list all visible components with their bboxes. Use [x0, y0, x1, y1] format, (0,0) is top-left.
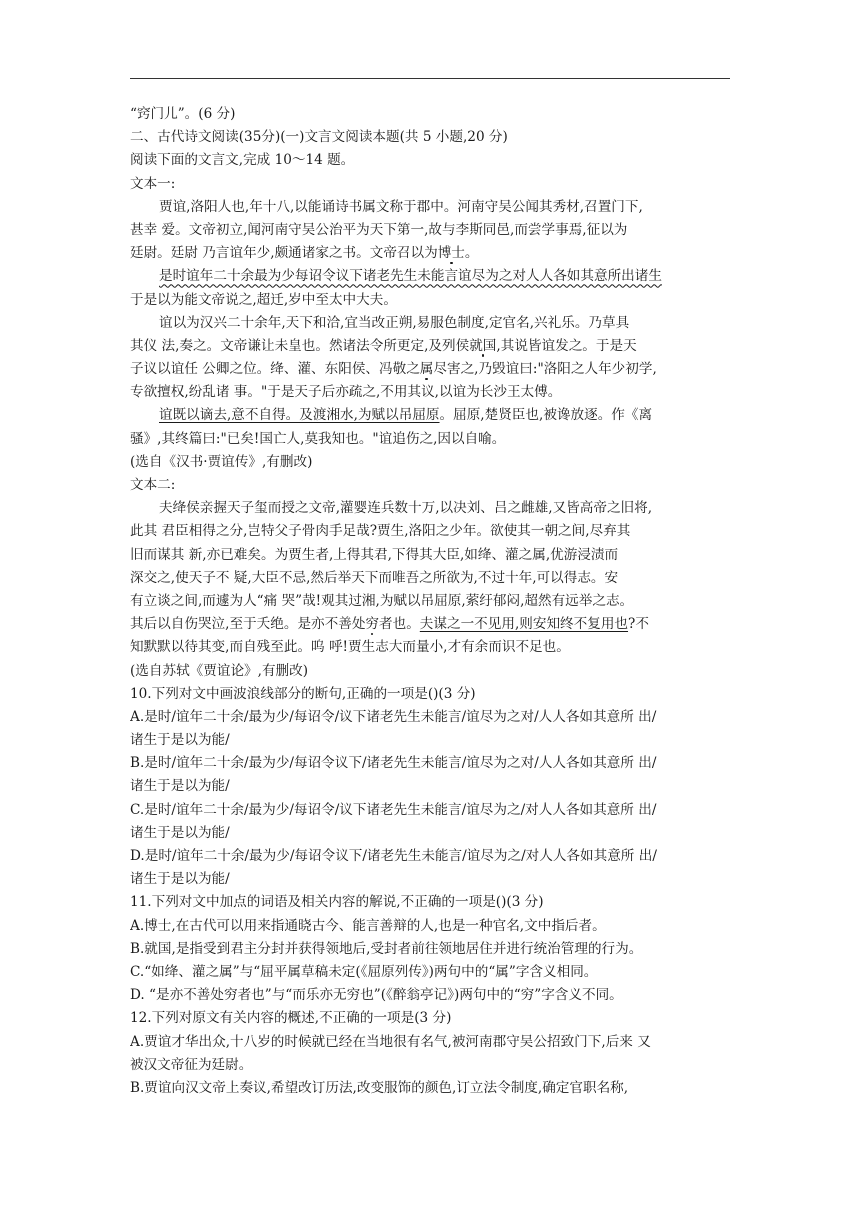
dotted-term-shu: 属 [419, 361, 434, 378]
passage-line: 于是以为能文帝说之,超迁,岁中至太中大夫。 [130, 291, 397, 308]
option-line: A.是时/谊年二十余/最为少/每诏令/议下诸老先生未能言/谊尽为之对/人人各如其意所 出/ [130, 708, 657, 725]
text-line: “窍门儿”。(6 分) [130, 106, 236, 122]
option-line: 诸生于是以为能/ [130, 871, 230, 888]
option-line: A.博士,在古代可以用来指通晓古今、能言善辩的人,也是一种官名,文中指后者。 [130, 917, 606, 934]
option-line: D. “是亦不善处穷者也”与“而乐亦无穷也”(《醉翁亭记》)两句中的“穷”字含义不同。 [130, 987, 623, 1004]
text-two-label: 文本二: [130, 477, 176, 493]
question-10: 10.下列对文中画波浪线部分的断句,正确的一项是()(3 分) [130, 685, 476, 702]
option-line: B.贾谊向汉文帝上奏议,希望改订历法,改变服饰的颜色,订立法令制度,确定官职名称, [130, 1079, 629, 1096]
wavy-underlined-line: 是时谊年二十余最为少每诏令议下诸老先生未能言谊尽为之对人人各如其意所出诸生 [159, 268, 662, 285]
underlined-sentence: 夫谋之一不见用,则安知终不复用也 [419, 616, 629, 633]
passage-line: 知默默以待其变,而自残至此。呜 呼!贾生志大而量小,才有余而识不足也。 [130, 639, 570, 656]
section-heading: 二、古代诗文阅读(35分)(一)文言文阅读本题(共 5 小题,20 分) [130, 129, 508, 146]
option-line: B.是时/谊年二十余/最为少/每诏令议下/诸老先生未能言/谊尽为之对/人人各如其意所 出/ [130, 755, 657, 772]
passage-line: 谊以为汉兴二十余年,天下和洽,宜当改正朔,易服色制度,定官名,兴礼乐。乃草具 [159, 314, 630, 331]
option-line: A.贾谊才华出众,十八岁的时候就已经在当地很有名气,被河南郡守吴公招致门下,后来 又 [130, 1033, 651, 1050]
passage-line: 其后以自伤哭泣,至于夭绝。是亦不善处穷者也。夫谋之一不见用,则安知终不复用也?不 [130, 616, 649, 633]
document-body [130, 103, 730, 1100]
underlined-sentence: 谊既以谪去,意不自得。及渡湘水,为赋以吊屈原 [159, 407, 440, 424]
passage-line: 专欲擅权,纷乱诸 事。"于是天子后亦疏之,不用其议,以谊为长沙王太傅。 [130, 384, 562, 401]
dotted-term-qiong: 穷 [365, 616, 380, 633]
question-11: 11.下列对文中加点的词语及相关内容的解说,不正确的一项是()(3 分) [130, 894, 544, 911]
option-line: 诸生于是以为能/ [130, 778, 230, 795]
source-note: (选自苏轼《贾谊论》,有删改) [130, 662, 309, 679]
passage-line: 深交之,使天子不 疑,大臣不忌,然后举天下而唯吾之所欲为,不过十年,可以得志。安 [130, 569, 619, 586]
option-line: C.是时/谊年二十余/最为少/每诏令/议下诸老先生未能言/谊尽为之/对人人各如其意所 出/ [130, 801, 657, 818]
passage-line: 谊既以谪去,意不自得。及渡湘水,为赋以吊屈原。屈原,楚贤臣也,被谗放逐。作《离 [159, 407, 653, 424]
header-rule [130, 78, 730, 79]
option-line: 诸生于是以为能/ [130, 732, 230, 749]
passage-line: 其仪 法,奏之。文帝谦让未皇也。然诸法令所更定,及列侯就国,其说皆谊发之。于是天 [130, 337, 637, 354]
option-line: B.就国,是指受到君主分封并获得领地后,受封者前往领地居住并进行统治管理的行为。 [130, 940, 643, 957]
passage-line: 此其 君臣相得之分,岂特父子骨肉手足哉?贾生,洛阳之少年。欲使其一朝之间,尽弃其 [130, 523, 631, 540]
passage-line: 甚幸 爱。文帝初立,闻河南守吴公治平为天下第一,故与李斯同邑,而尝学事焉,征以为 [130, 221, 628, 238]
passage-line: 夫绛侯亲握天子玺而授之文帝,灌婴连兵数十万,以决刘、吕之雌雄,又皆高帝之旧将, [159, 500, 653, 517]
passage-line: 贾谊,洛阳人也,年十八,以能诵诗书属文称于郡中。河南守吴公闻其秀材,召置门下, [159, 198, 643, 215]
passage-line: 廷尉。廷尉 乃言谊年少,颇通诸家之书。文帝召以为博士。 [130, 245, 479, 262]
instruction: 阅读下面的文言文,完成 10～14 题。 [130, 152, 355, 169]
text-one-label: 文本一: [130, 175, 176, 192]
passage-line: 有立谈之间,而遽为人“痛 哭”哉!观其过湘,为赋以吊屈原,萦纡郁闷,超然有远举之志。 [130, 592, 634, 609]
question-12: 12.下列对原文有关内容的概述,不正确的一项是(3 分) [130, 1010, 452, 1027]
passage-line: 子议以谊任 公卿之位。绛、灌、东阳侯、冯敬之属尽害之,乃毁谊曰:"洛阳之人年少初学, [130, 361, 657, 378]
option-line: 被汉文帝征为廷尉。 [130, 1056, 253, 1073]
passage-line: 旧而谋其 新,亦已难矣。为贾生者,上得其君,下得其大臣,如绛、灌之属,优游浸渍而 [130, 546, 619, 563]
dotted-term-jiuguo: 就国 [469, 337, 497, 354]
dotted-term-boshi: 博士 [437, 245, 465, 262]
option-line: C.“如绛、灌之属”与“屈平属草稿未定(《屈原列传》)两句中的“属”字含义相同。 [130, 963, 598, 980]
option-line: 诸生于是以为能/ [130, 824, 230, 841]
source-note: (选自《汉书·贾谊传》,有删改) [130, 453, 313, 470]
passage-line: 骚》,其终篇曰:"已矣!国亡人,莫我知也。"谊追伤之,因以自喻。 [130, 430, 506, 447]
option-line: D.是时/谊年二十余/最为少/每诏令议下/诸老先生未能言/谊尽为之/对人人各如其意所 出/ [130, 848, 657, 864]
